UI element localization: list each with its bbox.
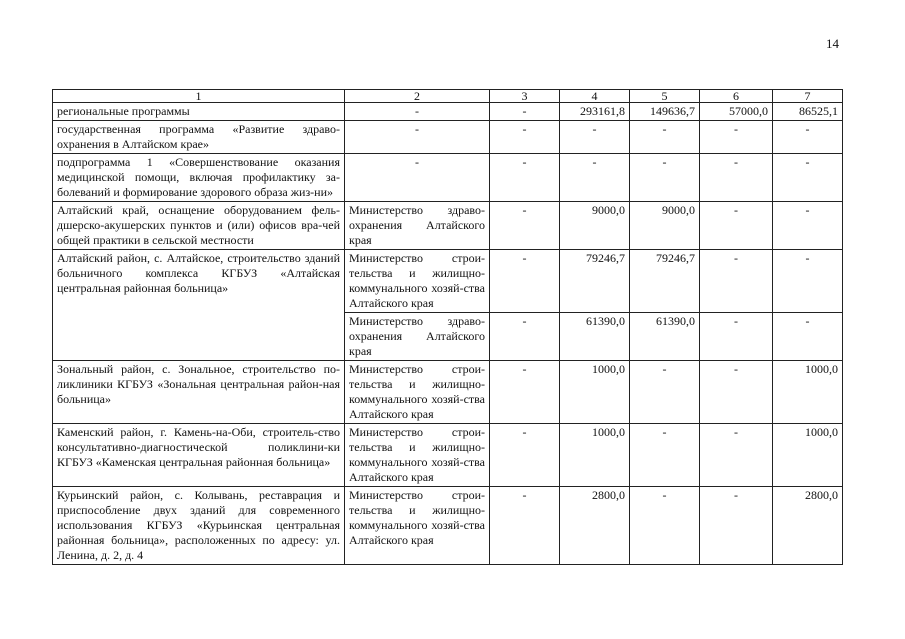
row-col7: - [773,121,843,154]
row-description: подпрограмма 1 «Совершенствование оказания медицинской помощи, включая профилактику за-болеваний и формирование здорового образа жиз-ни» [53,154,345,202]
column-header: 1 [53,90,345,103]
row-total: 1000,0 [560,361,630,424]
row-col3: - [490,361,560,424]
page-number: 14 [826,36,839,51]
row-col6: - [700,121,773,154]
table-row [53,487,843,565]
table-header-row [53,90,843,103]
table-row [53,424,843,487]
row-col6: - [700,250,773,313]
row-total: 293161,8 [560,103,630,121]
row-col5: 9000,0 [630,202,700,250]
row-responsible: Министерство строи-тельства и жилищно-коммунального хозяй-ства Алтайского края [345,487,490,565]
table-row [53,202,843,250]
row-responsible: - [345,154,490,202]
row-col3: - [490,121,560,154]
column-header: 5 [630,90,700,103]
row-responsible: - [345,121,490,154]
budget-table [52,89,843,565]
row-responsible: Министерство строи-тельства и жилищно-коммунального хозяй-ства Алтайского края [345,424,490,487]
row-col5: - [630,487,700,565]
row-col7: - [773,313,843,361]
row-col5: 149636,7 [630,103,700,121]
row-col3: - [490,250,560,313]
row-col5: - [630,424,700,487]
row-responsible: Министерство здраво-охранения Алтайского края [345,202,490,250]
row-col6: - [700,313,773,361]
row-total: 1000,0 [560,424,630,487]
column-header: 6 [700,90,773,103]
row-total: 61390,0 [560,313,630,361]
row-description: Алтайский край, оснащение оборудованием фель-дшерско-акушерских пунктов и (или) офисов вра-чей общей практики в сельской местности [53,202,345,250]
row-col6: - [700,202,773,250]
column-header: 7 [773,90,843,103]
table-row [53,250,843,313]
row-total: - [560,121,630,154]
row-description: Курьинский район, с. Колывань, реставрация и приспособление двух зданий для современного использования КГБУЗ «Курьинская центральная районная больница», расположенных по адресу: ул. Ленина, д. 2, д. 4 [53,487,345,565]
row-col3: - [490,313,560,361]
row-col7: - [773,202,843,250]
row-total: 79246,7 [560,250,630,313]
table-row [53,103,843,121]
row-col6: - [700,424,773,487]
row-responsible: Министерство строи-тельства и жилищно-коммунального хозяй-ства Алтайского края [345,250,490,313]
row-description: Каменский район, г. Камень-на-Оби, строитель-ство консультативно-диагностической поликлини-ки КГБУЗ «Каменская центральная районная больница» [53,424,345,487]
row-responsible: Министерство здраво-охранения Алтайского края [345,313,490,361]
row-total: - [560,154,630,202]
row-description: государственная программа «Развитие здраво-охранения в Алтайском крае» [53,121,345,154]
row-col6: - [700,154,773,202]
table-row [53,361,843,424]
row-col5: 79246,7 [630,250,700,313]
row-col5: - [630,121,700,154]
row-col6: 57000,0 [700,103,773,121]
row-col3: - [490,424,560,487]
column-header: 3 [490,90,560,103]
row-col3: - [490,103,560,121]
row-col3: - [490,202,560,250]
row-col6: - [700,361,773,424]
row-total: 2800,0 [560,487,630,565]
row-col7: 1000,0 [773,424,843,487]
row-col7: 1000,0 [773,361,843,424]
row-col7: 86525,1 [773,103,843,121]
table-row [53,121,843,154]
row-col3: - [490,154,560,202]
row-total: 9000,0 [560,202,630,250]
row-col3: - [490,487,560,565]
row-col5: - [630,361,700,424]
row-col5: 61390,0 [630,313,700,361]
row-description: Алтайский район, с. Алтайское, строительство зданий больничного комплекса КГБУЗ «Алтайская центральная районная больница» [53,250,345,361]
row-responsible: - [345,103,490,121]
row-col7: - [773,250,843,313]
row-description: региональные программы [53,103,345,121]
table-row [53,154,843,202]
row-description: Зональный район, с. Зональное, строительство по-ликлиники КГБУЗ «Зональная центральная район-ная больница» [53,361,345,424]
row-col5: - [630,154,700,202]
row-col6: - [700,487,773,565]
column-header: 4 [560,90,630,103]
row-col7: 2800,0 [773,487,843,565]
row-responsible: Министерство строи-тельства и жилищно-коммунального хозяй-ства Алтайского края [345,361,490,424]
row-col7: - [773,154,843,202]
column-header: 2 [345,90,490,103]
